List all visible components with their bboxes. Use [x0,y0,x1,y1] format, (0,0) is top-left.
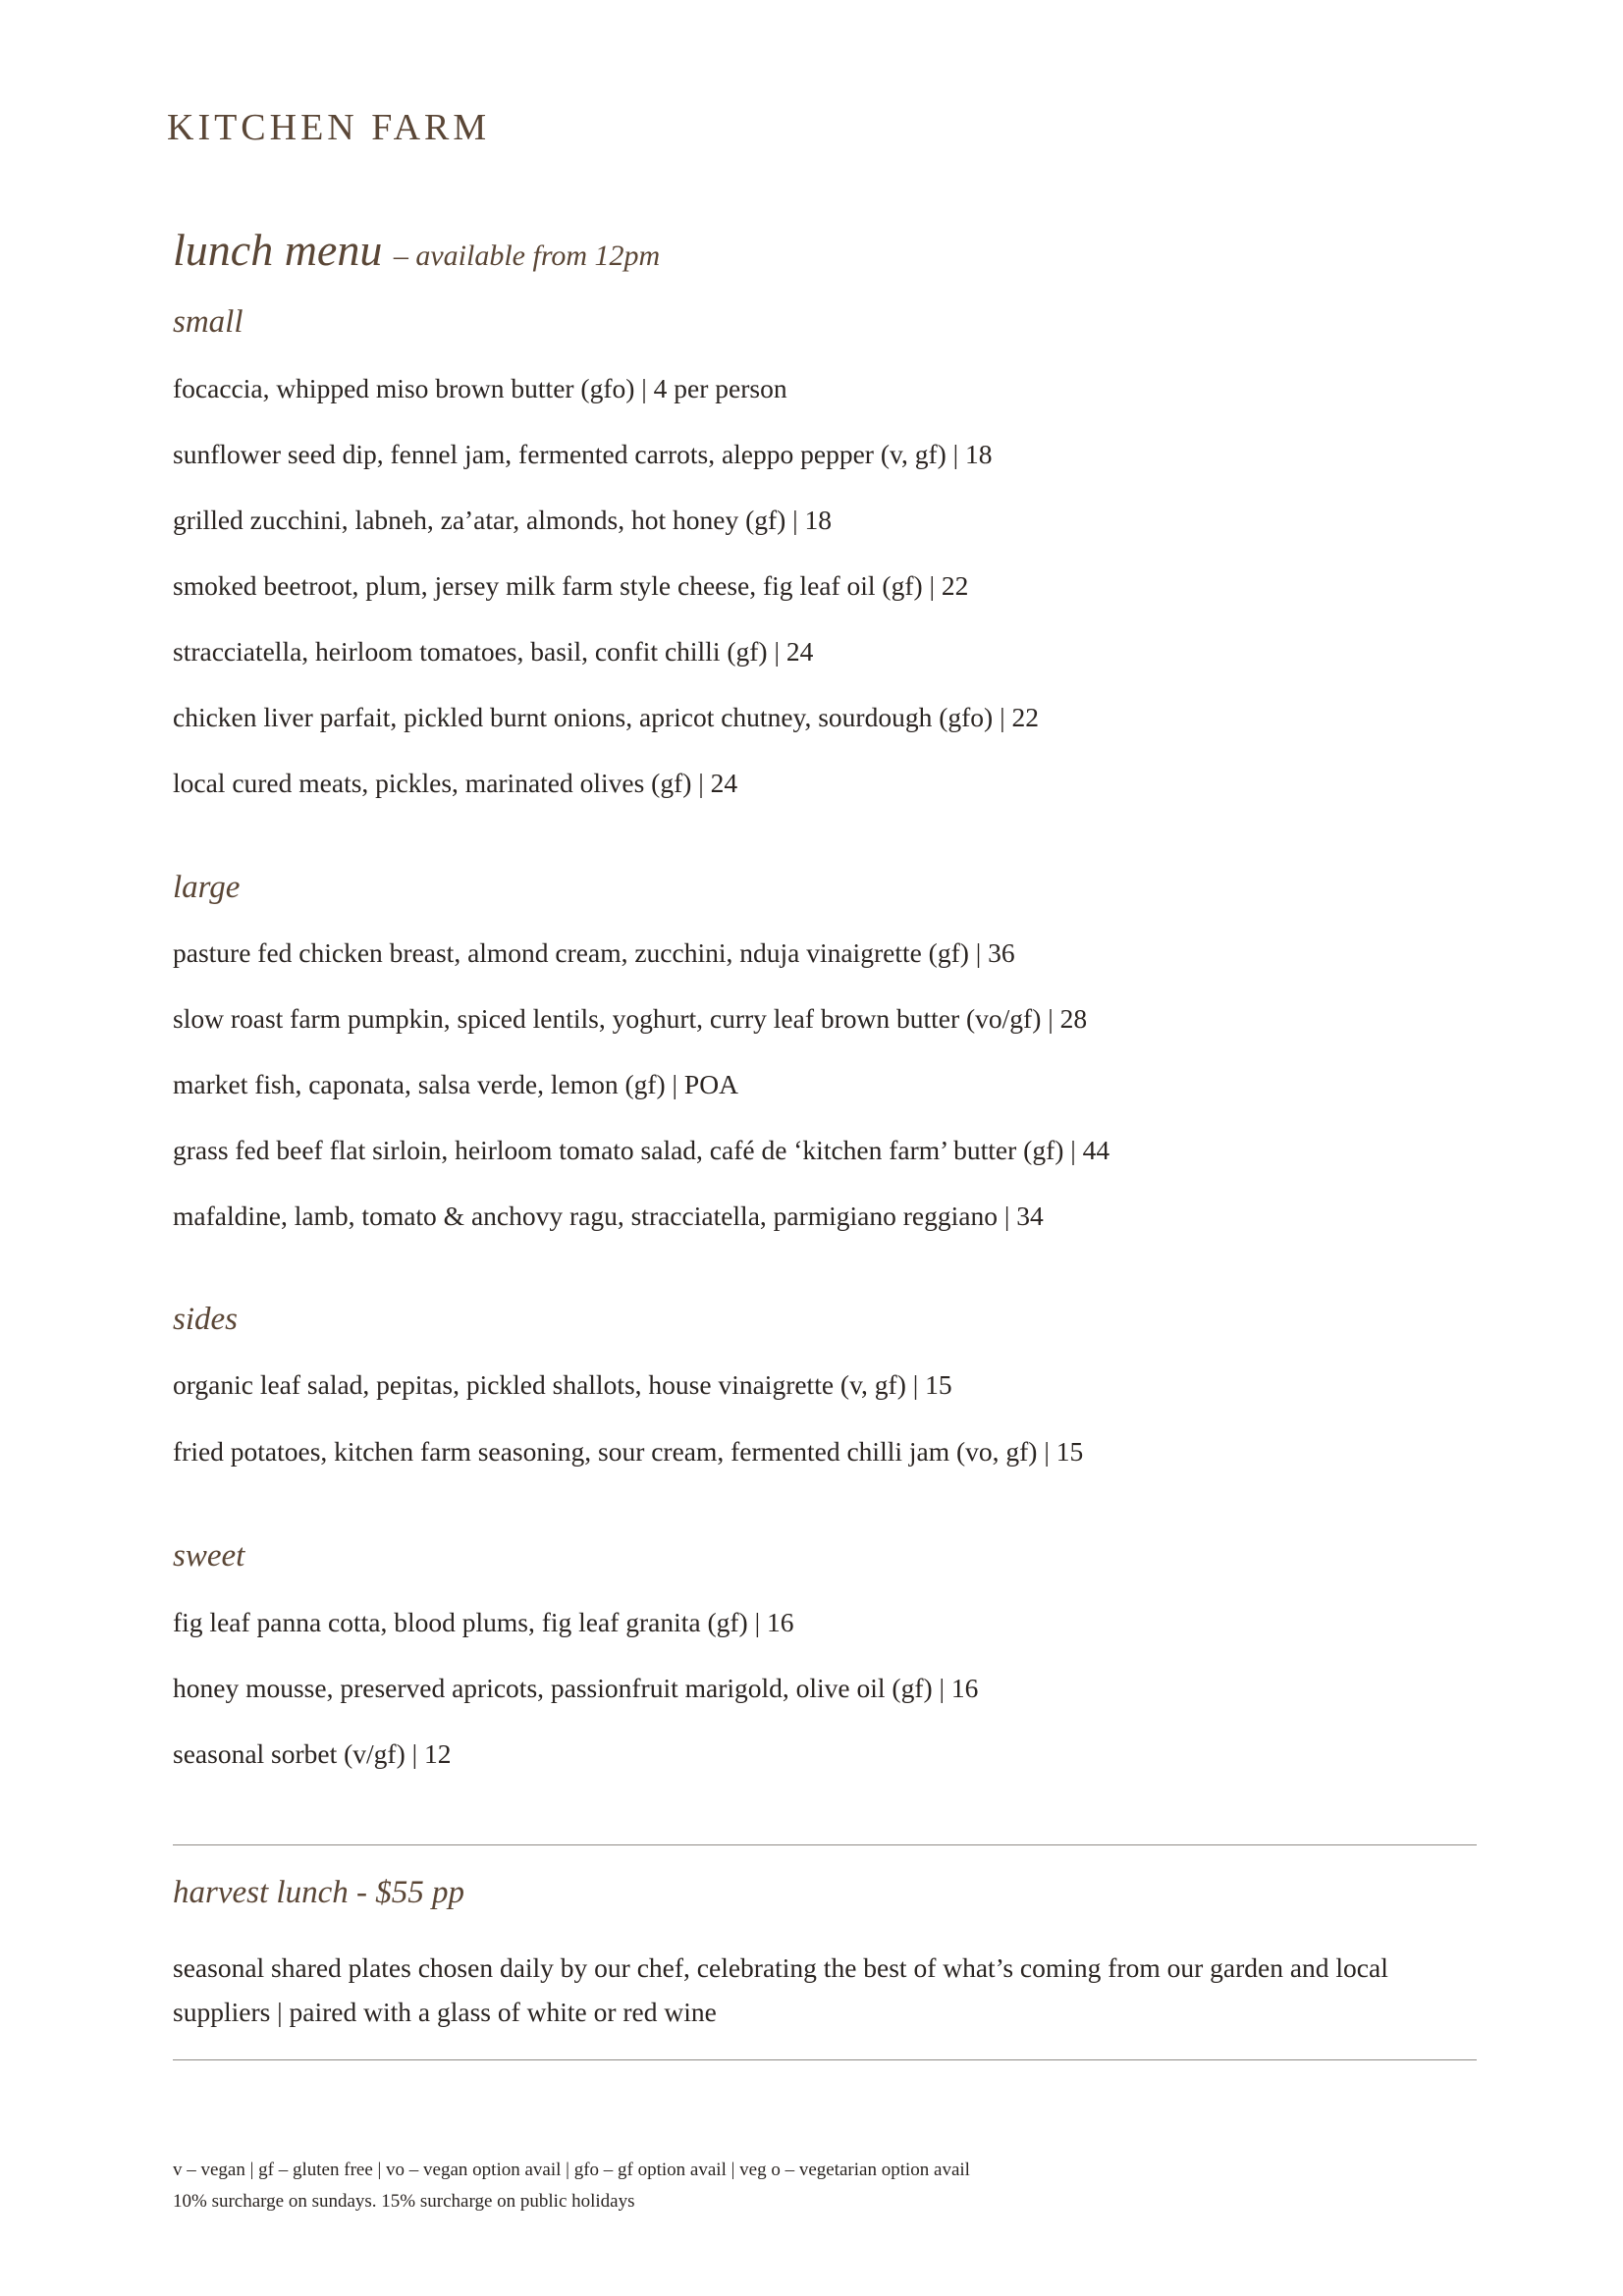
menu-item: honey mousse, preserved apricots, passionfruit marigold, olive oil (gf) | 16 [173,1673,979,1703]
divider [173,1844,1477,1845]
section-heading-small: small [173,304,243,340]
menu-item: slow roast farm pumpkin, spiced lentils, yoghurt, curry leaf brown butter (vo/gf) | 28 [173,1003,1088,1034]
menu-item: organic leaf salad, pepitas, pickled shallots, house vinaigrette (v, gf) | 15 [173,1369,952,1400]
menu-item: focaccia, whipped miso brown butter (gfo) | 4 per person [173,373,787,403]
section-heading-sweet: sweet [173,1538,245,1574]
divider [173,2059,1477,2060]
surcharge-note: 10% surcharge on sundays. 15% surcharge on public holidays [173,2191,635,2212]
menu-item: seasonal sorbet (v/gf) | 12 [173,1738,452,1769]
menu-item: market fish, caponata, salsa verde, lemon (gf) | POA [173,1069,738,1099]
menu-item: chicken liver parfait, pickled burnt onions, apricot chutney, sourdough (gfo) | 22 [173,702,1039,732]
menu-item: stracciatella, heirloom tomatoes, basil, confit chilli (gf) | 24 [173,636,814,667]
menu-item: smoked beetroot, plum, jersey milk farm style cheese, fig leaf oil (gf) | 22 [173,570,969,601]
restaurant-logo: KITCHEN FARM [167,107,491,148]
menu-item: fig leaf panna cotta, blood plums, fig leaf granita (gf) | 16 [173,1607,794,1637]
dietary-legend: v – vegan | gf – gluten free | vo – vegan option avail | gfo – gf option avail | veg o – vegetarian option avail [173,2160,970,2180]
menu-availability: – available from 12pm [393,240,661,272]
menu-item: grass fed beef flat sirloin, heirloom tomato salad, café de ‘kitchen farm’ butter (gf) | 44 [173,1135,1110,1165]
menu-title [173,224,660,276]
section-heading-large: large [173,870,241,905]
menu-item: local cured meats, pickles, marinated olives (gf) | 24 [173,768,738,798]
menu-item: pasture fed chicken breast, almond cream, zucchini, nduja vinaigrette (gf) | 36 [173,937,1015,968]
harvest-lunch-heading: harvest lunch - $55 pp [173,1875,464,1910]
menu-item: grilled zucchini, labneh, za’atar, almonds, hot honey (gf) | 18 [173,505,833,535]
section-heading-sides: sides [173,1302,238,1337]
harvest-lunch-description: seasonal shared plates chosen daily by our chef, celebrating the best of what’s coming from our garden and local suppliers | paired with a glass of white or red wine [173,1952,1388,2027]
menu-item: mafaldine, lamb, tomato & anchovy ragu, stracciatella, parmigiano reggiano | 34 [173,1201,1044,1231]
menu-item: sunflower seed dip, fennel jam, fermented carrots, aleppo pepper (v, gf) | 18 [173,439,993,469]
menu-item: fried potatoes, kitchen farm seasoning, sour cream, fermented chilli jam (vo, gf) | 15 [173,1436,1084,1467]
menu-title-text: lunch menu [173,225,383,275]
